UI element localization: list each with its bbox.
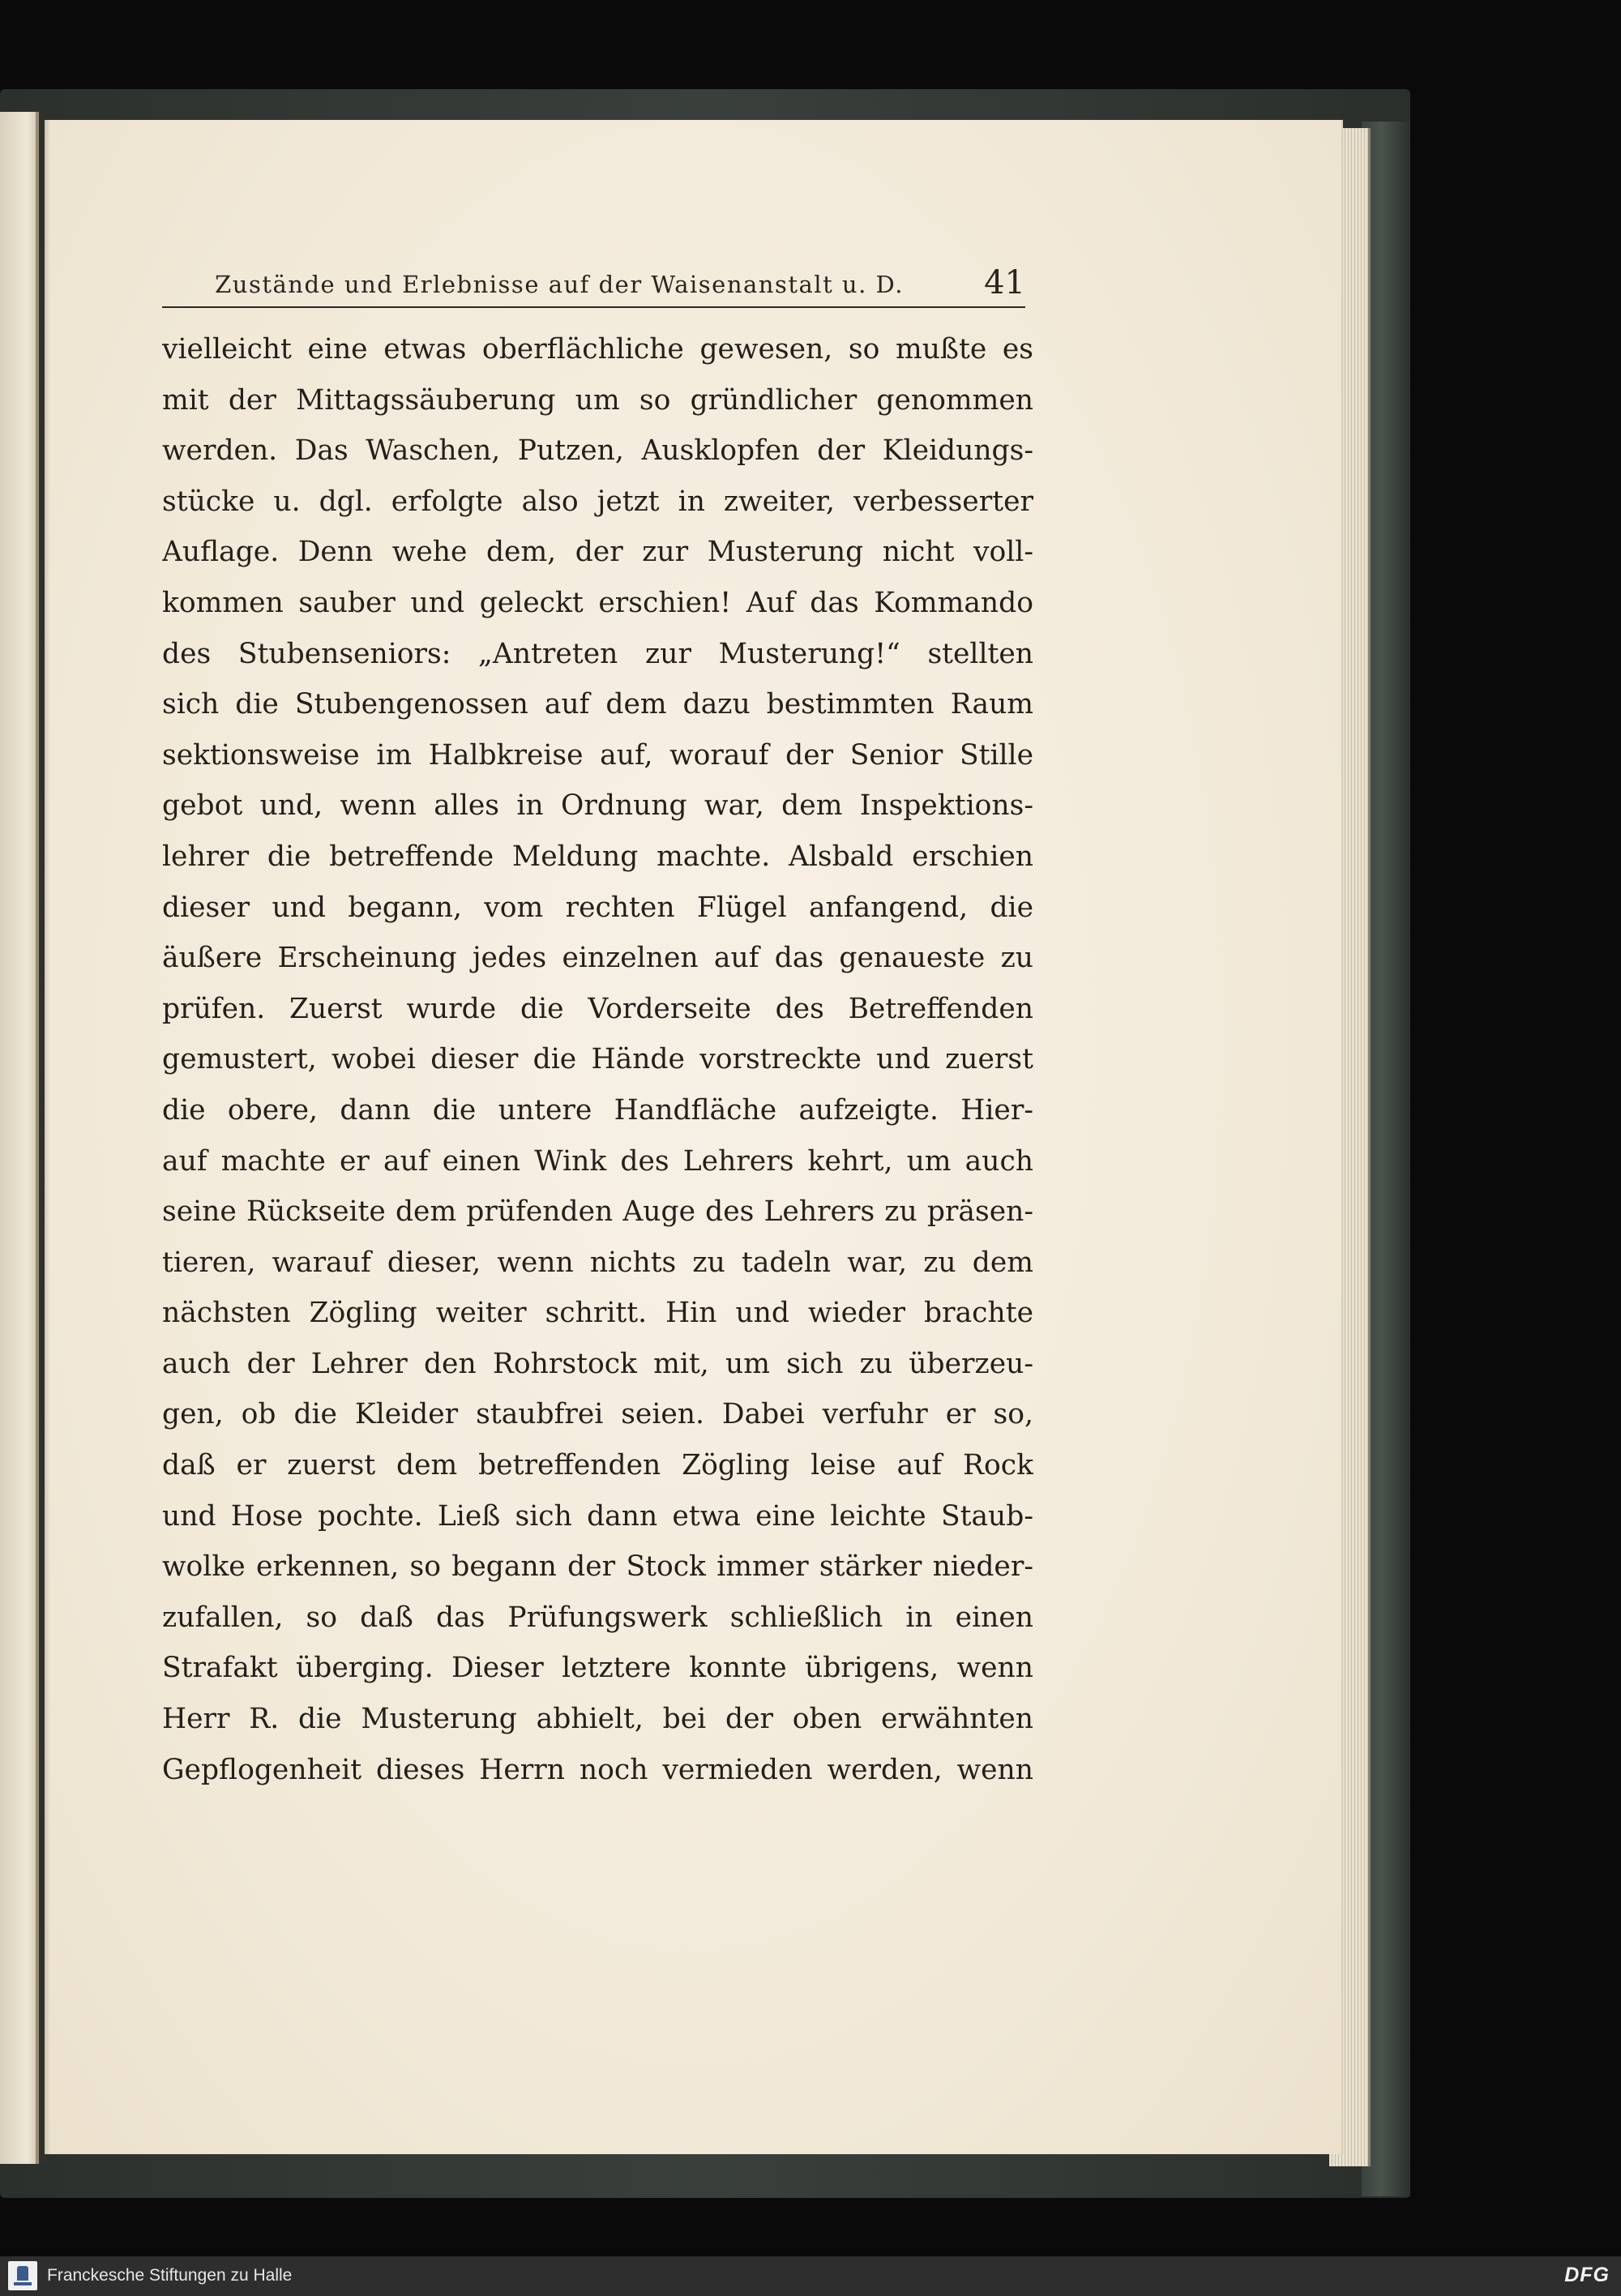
text-line: stücke u. dgl. erfolgte also jetzt in zweiter, verbesserter [162,485,1033,518]
text-line: auf machte er auf einen Wink des Lehrers kehrt, um auch [162,1144,1033,1178]
text-line: die obere, dann die untere Handfläche aufzeigte. Hier- [162,1093,1033,1127]
text-line: prüfen. Zuerst wurde die Vorderseite des Betreffenden [162,992,1033,1025]
text-line: äußere Erscheinung jedes einzelnen auf das genaueste zu [162,942,1033,975]
text-line: daß er zuerst dem betreffenden Zögling leise auf Rock [162,1449,1033,1482]
running-title: Zustände und Erlebnisse auf der Waisenanstalt u. D. [215,271,904,298]
text-line: sich die Stubengenossen auf dem dazu bestimmten Raum [162,688,1033,721]
dfg-logo[interactable]: DFG [1564,2264,1610,2286]
text-line: Gepflogenheit dieses Herrn noch vermieden werden, wenn [162,1753,1033,1786]
text-line: Herr R. die Musterung abhielt, bei der oben erwähnten [162,1703,1033,1736]
institution-name[interactable]: Franckesche Stiftungen zu Halle [47,2266,293,2285]
text-line: Strafakt überging. Dieser letztere konnte übrigens, wenn [162,1652,1033,1685]
text-line: nächsten Zögling weiter schritt. Hin und wieder brachte [162,1297,1033,1330]
running-header [162,266,1025,308]
text-line: vielleicht eine etwas oberflächliche gewesen, so mußte es [162,333,1033,366]
page-number: 41 [984,264,1025,301]
institution-logo-icon[interactable] [8,2261,37,2290]
viewer-footer-bar [0,2256,1621,2296]
text-line: kommen sauber und geleckt erschien! Auf das Kommando [162,586,1033,619]
text-line: mit der Mittagssäuberung um so gründlicher genommen [162,383,1033,417]
page-body-text [162,324,1033,1795]
text-line: Auflage. Denn wehe dem, der zur Musterung nicht voll- [162,536,1033,569]
text-line: auch der Lehrer den Rohrstock mit, um sich zu überzeu- [162,1347,1033,1380]
text-line: lehrer die betreffende Meldung machte. Alsbald erschien [162,840,1033,873]
text-line: seine Rückseite dem prüfenden Auge des Lehrers zu präsen- [162,1195,1033,1229]
gutter-shadow [36,112,50,2164]
text-line: und Hose pochte. Ließ sich dann etwa eine leichte Staub- [162,1499,1033,1533]
text-line: gebot und, wenn alles in Ordnung war, dem Inspektions- [162,789,1033,823]
text-line: des Stubenseniors: „Antreten zur Musterung!“ stellten [162,637,1033,670]
text-line: tieren, warauf dieser, wenn nichts zu tadeln war, zu dem [162,1246,1033,1279]
text-line: gen, ob die Kleider staubfrei seien. Dabei verfuhr er so, [162,1398,1033,1431]
text-line: zufallen, so daß das Prüfungswerk schließlich in einen [162,1601,1033,1634]
book-page [45,120,1341,2154]
text-line: sektionsweise im Halbkreise auf, worauf der Senior Stille [162,738,1033,772]
text-line: gemustert, wobei dieser die Hände vorstreckte und zuerst [162,1043,1033,1076]
text-line: werden. Das Waschen, Putzen, Ausklopfen der Kleidungs- [162,434,1033,468]
text-line: wolke erkennen, so begann der Stock immer stärker nieder- [162,1550,1033,1584]
previous-page-edge [0,112,39,2164]
text-line: dieser und begann, vom rechten Flügel anfangend, die [162,891,1033,924]
